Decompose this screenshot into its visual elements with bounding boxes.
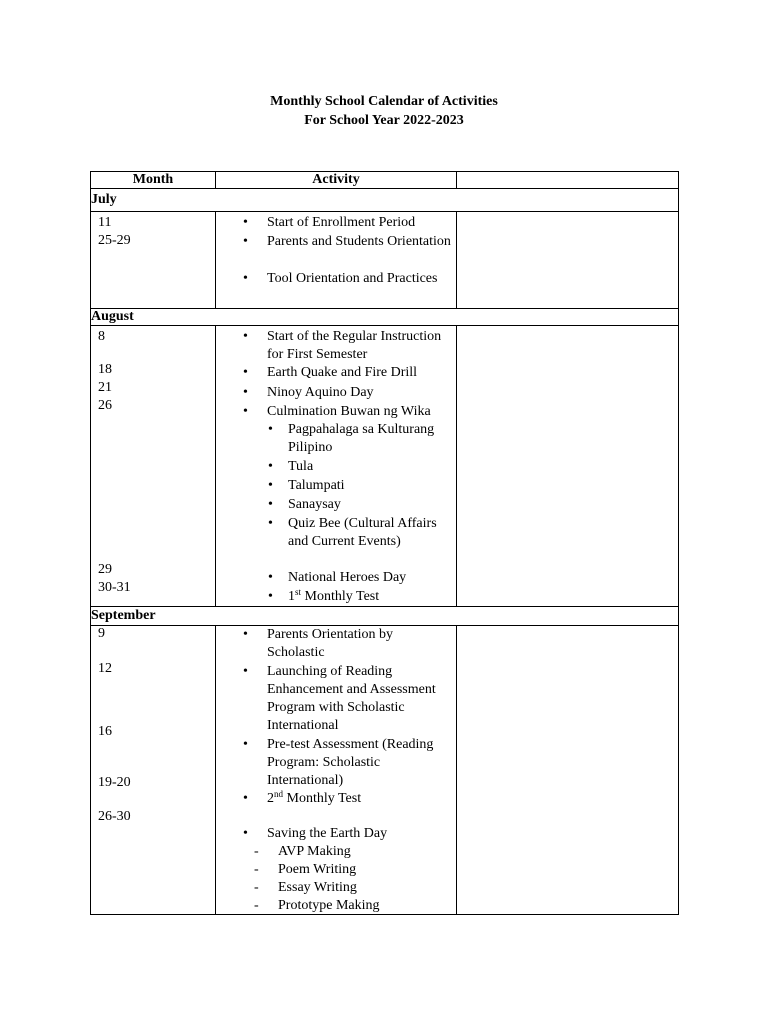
dash-icon: - <box>254 880 259 895</box>
bullet-icon: • <box>243 791 248 806</box>
document-title: Monthly School Calendar of Activities <box>270 94 498 109</box>
blank-cell <box>457 626 679 915</box>
bullet-icon: • <box>243 234 248 249</box>
date-entry: 8 <box>98 329 105 344</box>
month-row-july <box>91 189 679 212</box>
blank-cell <box>457 326 679 607</box>
month-row-august <box>91 309 679 326</box>
activities-row-september <box>91 626 679 915</box>
date-entry: 26-30 <box>98 809 131 824</box>
blank-column-header <box>457 172 679 189</box>
activity-cell-september: • Parents Orientation by Scholastic • Launching of Reading Enhancement and Assessment Program with Scholastic International • Pre-test Assessment (Reading Program: Scholastic International) • 2nd Monthly Test • Saving the Earth Day - AVP Making - Poem Writing - Essay Writing - Prototype Making <box>216 626 457 915</box>
blank-cell <box>457 212 679 309</box>
date-entry: 26 <box>98 398 112 413</box>
date-entry: 21 <box>98 380 112 395</box>
bullet-icon: • <box>243 329 248 344</box>
document-subtitle: For School Year 2022-2023 <box>304 113 464 128</box>
date-entry: 16 <box>98 724 112 739</box>
bullet-icon: • <box>268 516 273 531</box>
bullet-icon: • <box>268 459 273 474</box>
month-column-header: Month <box>91 172 216 189</box>
bullet-icon: • <box>243 627 248 642</box>
header-row <box>91 172 679 189</box>
bullet-icon: • <box>243 365 248 380</box>
month-label-september: September <box>91 607 679 626</box>
bullet-icon: • <box>243 404 248 419</box>
date-entry: 19-20 <box>98 775 131 790</box>
activities-row-july <box>91 212 679 309</box>
date-entry: 12 <box>98 661 112 676</box>
bullet-icon: • <box>243 215 248 230</box>
date-entry: 29 <box>98 562 112 577</box>
activities-row-august <box>91 326 679 607</box>
dates-cell-july <box>91 212 216 309</box>
calendar-table <box>90 171 679 915</box>
activity-cell-august: • Start of the Regular Instruction for First Semester • Earth Quake and Fire Drill • Ninoy Aquino Day • Culmination Buwan ng Wika • Pagpahalaga sa Kulturang Pilipino • Tula • Talumpati • Sanaysay • Quiz Bee (Cultural Affairs and Current Events) • National Heroes Day • 1st Monthly Test <box>216 326 457 607</box>
month-label-august: August <box>91 309 679 326</box>
dates-cell-september <box>91 626 216 915</box>
dash-icon: - <box>254 898 259 913</box>
dash-icon: - <box>254 844 259 859</box>
bullet-icon: • <box>243 826 248 841</box>
date-entry: 9 <box>98 626 105 641</box>
bullet-icon: • <box>268 497 273 512</box>
bullet-icon: • <box>268 478 273 493</box>
bullet-icon: • <box>243 385 248 400</box>
date-entry: 30-31 <box>98 580 131 595</box>
activity-column-header: Activity <box>216 172 457 189</box>
bullet-icon: • <box>243 271 248 286</box>
date-entry: 25-29 <box>98 233 131 248</box>
dates-cell-august <box>91 326 216 607</box>
bullet-icon: • <box>268 422 273 437</box>
month-label-july: July <box>91 189 679 212</box>
bullet-icon: • <box>243 664 248 679</box>
bullet-icon: • <box>243 737 248 752</box>
bullet-icon: • <box>268 589 273 604</box>
date-entry: 18 <box>98 362 112 377</box>
dash-icon: - <box>254 862 259 877</box>
date-entry: 11 <box>98 215 112 230</box>
bullet-icon: • <box>268 570 273 585</box>
activity-cell-july: • Start of Enrollment Period • Parents and Students Orientation • Tool Orientation and Practices <box>216 212 457 309</box>
month-row-september <box>91 607 679 626</box>
